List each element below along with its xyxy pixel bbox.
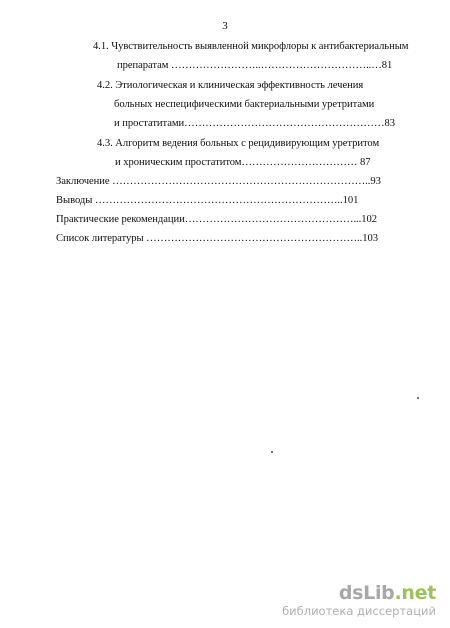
- toc-line-recommendations: Практические рекомендации…………………………………………...102: [56, 214, 377, 225]
- toc-line-4-1-cont: препаратам ……………………..…………………………..…81: [117, 60, 393, 71]
- watermark-subtitle: библиотека диссертаций: [282, 604, 436, 618]
- toc-line-4-3-cont: и хроническим простатитом…………………………… 87: [115, 157, 371, 168]
- toc-line-findings: Выводы ……………………………………………………………..101: [56, 195, 359, 206]
- toc-line-4-1: 4.1. Чувствительность выявленной микрофлоры к антибактериальным: [93, 41, 409, 52]
- scan-speck: [417, 397, 419, 399]
- scan-speck: [271, 451, 273, 453]
- toc-line-4-2-cont1: больных неспецифическими бактериальными уретритами: [114, 99, 375, 110]
- watermark: [282, 583, 436, 618]
- page-number: 3: [222, 20, 228, 32]
- watermark-logo: [282, 583, 436, 603]
- toc-line-4-2: 4.2. Этиологическая и клиническая эффективность лечения: [97, 80, 364, 91]
- toc-line-4-3: 4.3. Алгоритм ведения больных с рецидивирующим уретритом: [97, 138, 380, 149]
- toc-line-conclusion: Заключение ………………………………………………………………..93: [56, 176, 381, 187]
- toc-line-4-2-cont2: и простатитами…………………………………………………83: [114, 118, 395, 129]
- watermark-logo-main: dsLib: [338, 582, 395, 604]
- toc-line-references: Список литературы ……………………………………………………..103: [56, 233, 378, 244]
- watermark-logo-tld: .net: [394, 582, 436, 604]
